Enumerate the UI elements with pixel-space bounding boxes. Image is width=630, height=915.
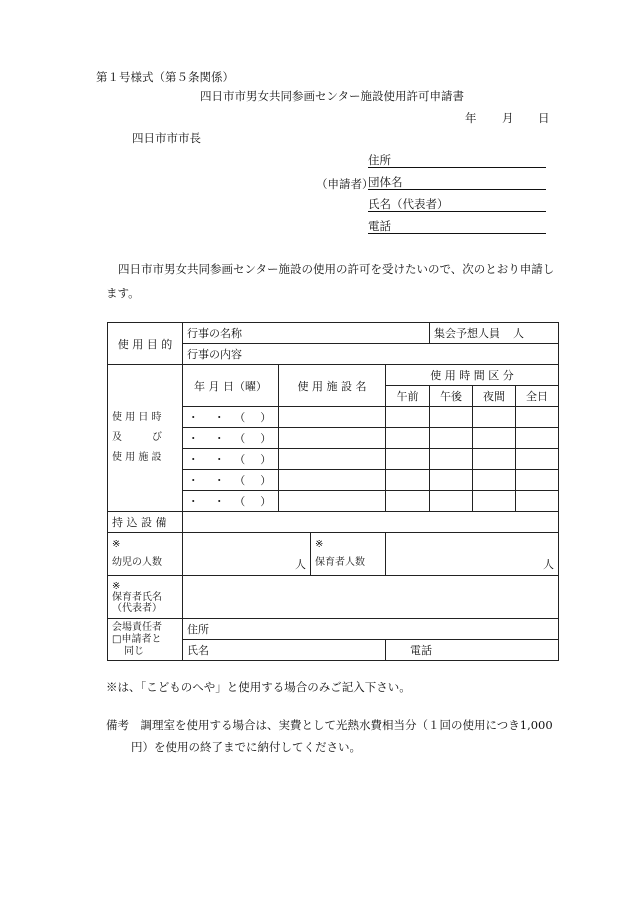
date-cell[interactable]: ・ ・ （ ） <box>183 407 279 428</box>
purpose-label: 使 用 目 的 <box>108 323 183 365</box>
event-content-label: 行事の内容 <box>187 348 242 361</box>
applicant-group-label: 団体名 <box>368 175 403 189</box>
evening-cell[interactable] <box>473 491 516 512</box>
manager-label-3: 同じ <box>124 645 144 657</box>
evening-cell[interactable] <box>473 449 516 470</box>
evening-cell[interactable] <box>473 407 516 428</box>
equipment-label: 持 込 設 備 <box>108 512 183 533</box>
body-text-line2: ます。 <box>106 286 140 300</box>
manager-address-cell[interactable] <box>183 619 559 640</box>
date-facility-label-3: 使 用 施 設 <box>112 452 162 463</box>
morning-cell[interactable] <box>386 449 430 470</box>
manager-phone-label: 電話 <box>410 644 432 657</box>
applicant-name-label: 氏名（代表者） <box>368 197 449 211</box>
date-cell[interactable]: ・ ・ （ ） <box>183 470 279 491</box>
manager-phone-cell[interactable] <box>386 640 559 661</box>
date-cell[interactable]: ・ ・ （ ） <box>183 449 279 470</box>
afternoon-cell[interactable] <box>430 470 473 491</box>
applicant-name-field[interactable] <box>368 197 546 212</box>
equipment-cell[interactable] <box>183 512 559 533</box>
guardian-name-cell[interactable] <box>183 576 559 619</box>
event-name-label: 行事の名称 <box>187 327 242 340</box>
allday-cell[interactable] <box>516 449 559 470</box>
date-day-label: 日 <box>538 111 550 125</box>
attendance-label: 集会予想人員 <box>434 327 500 340</box>
morning-cell[interactable] <box>386 491 430 512</box>
manager-name-cell[interactable] <box>183 640 386 661</box>
guardian-name-label <box>108 576 183 619</box>
time-slot-afternoon: 午後 <box>430 386 473 407</box>
guardian-count-label <box>311 533 386 576</box>
allday-cell[interactable] <box>516 428 559 449</box>
manager-name-label: 氏名 <box>187 644 209 657</box>
time-slot-evening: 夜間 <box>473 386 516 407</box>
afternoon-cell[interactable] <box>430 428 473 449</box>
infant-count-text: 幼児の人数 <box>112 557 162 568</box>
facility-header: 使 用 施 設 名 <box>279 365 386 407</box>
attendance-cell[interactable] <box>430 323 559 344</box>
guardian-mark: ※ <box>315 539 324 550</box>
evening-cell[interactable] <box>473 470 516 491</box>
facility-cell[interactable] <box>279 428 386 449</box>
remarks-line1: 備考 調理室を使用する場合は、実費として光熱水費相当分（１回の使用につき1,000 <box>106 718 553 732</box>
guardian-count-text: 保育者人数 <box>315 557 365 568</box>
date-facility-label-1: 使 用 日 時 <box>112 412 162 423</box>
guardian-name-text-2: （代表者） <box>112 602 162 614</box>
time-slot-allday: 全日 <box>516 386 559 407</box>
date-month-label: 月 <box>502 111 514 125</box>
date-year-label: 年 <box>465 111 477 125</box>
date-cell[interactable]: ・ ・ （ ） <box>183 491 279 512</box>
application-table <box>107 322 559 661</box>
afternoon-cell[interactable] <box>430 449 473 470</box>
guardian-name-mark: ※ <box>112 580 121 592</box>
applicant-label: （申請者） <box>316 177 374 191</box>
attendance-unit: 人 <box>513 327 525 340</box>
facility-cell[interactable] <box>279 491 386 512</box>
guardian-unit: 人 <box>543 558 555 571</box>
time-header: 使 用 時 間 区 分 <box>386 365 559 386</box>
applicant-phone-label: 電話 <box>368 219 391 233</box>
facility-cell[interactable] <box>279 470 386 491</box>
morning-cell[interactable] <box>386 428 430 449</box>
date-header: 年 月 日（曜） <box>183 365 279 407</box>
infant-count-cell[interactable] <box>183 533 311 576</box>
manager-address-label: 住所 <box>187 623 209 636</box>
document-title: 四日市市男女共同参画センター施設使用許可申請書 <box>200 89 465 103</box>
date-facility-label-2: 及 び <box>112 432 162 443</box>
infant-mark: ※ <box>112 539 121 550</box>
applicant-group-field[interactable] <box>368 175 546 190</box>
applicant-phone-field[interactable] <box>368 219 546 234</box>
applicant-address-field[interactable] <box>368 153 546 168</box>
allday-cell[interactable] <box>516 470 559 491</box>
afternoon-cell[interactable] <box>430 491 473 512</box>
date-cell[interactable]: ・ ・ （ ） <box>183 428 279 449</box>
event-name-cell[interactable] <box>183 323 430 344</box>
body-text-line1: 四日市市男女共同参画センター施設の使用の許可を受けたいので、次のとおり申請し <box>118 262 555 276</box>
infant-count-label <box>108 533 183 576</box>
morning-cell[interactable] <box>386 407 430 428</box>
remarks-line2: 円）を使用の終了までに納付してください。 <box>131 740 361 754</box>
manager-label-1: 会場責任者 <box>112 621 162 633</box>
morning-cell[interactable] <box>386 470 430 491</box>
allday-cell[interactable] <box>516 491 559 512</box>
infant-unit: 人 <box>295 558 306 571</box>
same-as-applicant-checkbox[interactable]: □申請者と <box>112 633 162 645</box>
facility-cell[interactable] <box>279 449 386 470</box>
guardian-count-cell[interactable] <box>386 533 559 576</box>
date-facility-label <box>108 365 183 512</box>
event-content-cell[interactable] <box>183 344 559 365</box>
evening-cell[interactable] <box>473 428 516 449</box>
form-number: 第１号様式（第５条関係） <box>96 70 234 84</box>
applicant-address-label: 住所 <box>368 153 391 167</box>
afternoon-cell[interactable] <box>430 407 473 428</box>
manager-label <box>108 619 183 661</box>
facility-cell[interactable] <box>279 407 386 428</box>
time-slot-morning: 午前 <box>386 386 430 407</box>
allday-cell[interactable] <box>516 407 559 428</box>
addressee: 四日市市市長 <box>132 131 201 145</box>
footnote: ※は、「こどものへや」と使用する場合のみご記入下さい。 <box>106 680 411 694</box>
guardian-name-text-1: 保育者氏名 <box>112 591 162 603</box>
